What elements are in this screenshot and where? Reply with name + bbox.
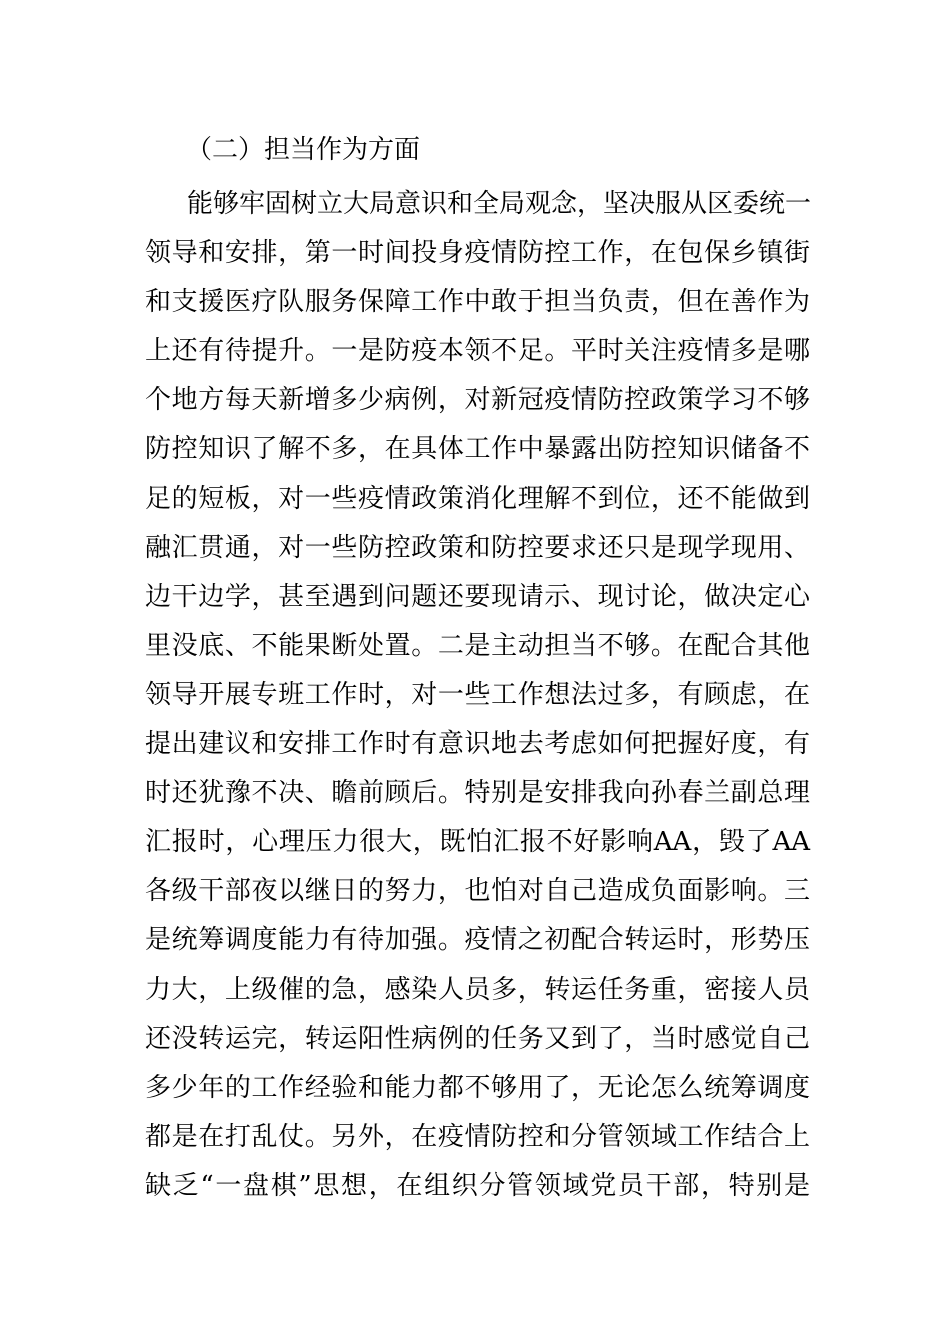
text-line: 里没底、不能果断处置。二是主动担当不够。在配合其他 <box>145 630 810 661</box>
text-line: 还没转运完，转运阳性病例的任务又到了，当时感觉自己 <box>145 1023 810 1054</box>
text-line: 领导和安排，第一时间投身疫情防控工作，在包保乡镇街 <box>145 238 810 269</box>
text-line: 多少年的工作经验和能力都不够用了，无论怎么统筹调度 <box>145 1072 810 1103</box>
text-line: 和支援医疗队服务保障工作中敢于担当负责，但在善作为 <box>145 287 810 318</box>
text-line: 融汇贯通，对一些防控政策和防控要求还只是现学现用、 <box>145 532 810 563</box>
text-line: 足的短板，对一些疫情政策消化理解不到位，还不能做到 <box>145 483 810 514</box>
text-line: 缺乏“一盘棋”思想，在组织分管领域党员干部，特别是 <box>145 1170 810 1201</box>
text-line: 时还犹豫不决、瞻前顾后。特别是安排我向孙春兰副总理 <box>145 778 810 809</box>
text-line: 个地方每天新增多少病例，对新冠疫情防控政策学习不够 <box>145 385 810 416</box>
body-paragraph <box>145 180 810 1211</box>
text-line: 领导开展专班工作时，对一些工作想法过多，有顾虑，在 <box>145 679 810 710</box>
text-line: 汇报时，心理压力很大，既怕汇报不好影响AA，毁了AA <box>145 827 810 858</box>
text-line: 都是在打乱仗。另外，在疫情防控和分管领域工作结合上 <box>145 1121 810 1152</box>
text-line: 是统筹调度能力有待加强。疫情之初配合转运时，形势压 <box>145 925 810 956</box>
text-line: 上还有待提升。一是防疫本领不足。平时关注疫情多是哪 <box>145 336 810 367</box>
text-line: 提出建议和安排工作时有意识地去考虑如何把握好度，有 <box>145 729 810 760</box>
text-line: 防控知识了解不多，在具体工作中暴露出防控知识储备不 <box>145 434 810 465</box>
text-line: 各级干部夜以继日的努力，也怕对自己造成负面影响。三 <box>145 876 810 907</box>
section-heading: （二）担当作为方面 <box>186 135 421 165</box>
text-line: 边干边学，甚至遇到问题还要现请示、现讨论，做决定心 <box>145 581 810 612</box>
text-line: 能够牢固树立大局意识和全局观念，坚决服从区委统一 <box>187 189 812 219</box>
text-line: 力大，上级催的急，感染人员多，转运任务重，密接人员 <box>145 974 810 1005</box>
